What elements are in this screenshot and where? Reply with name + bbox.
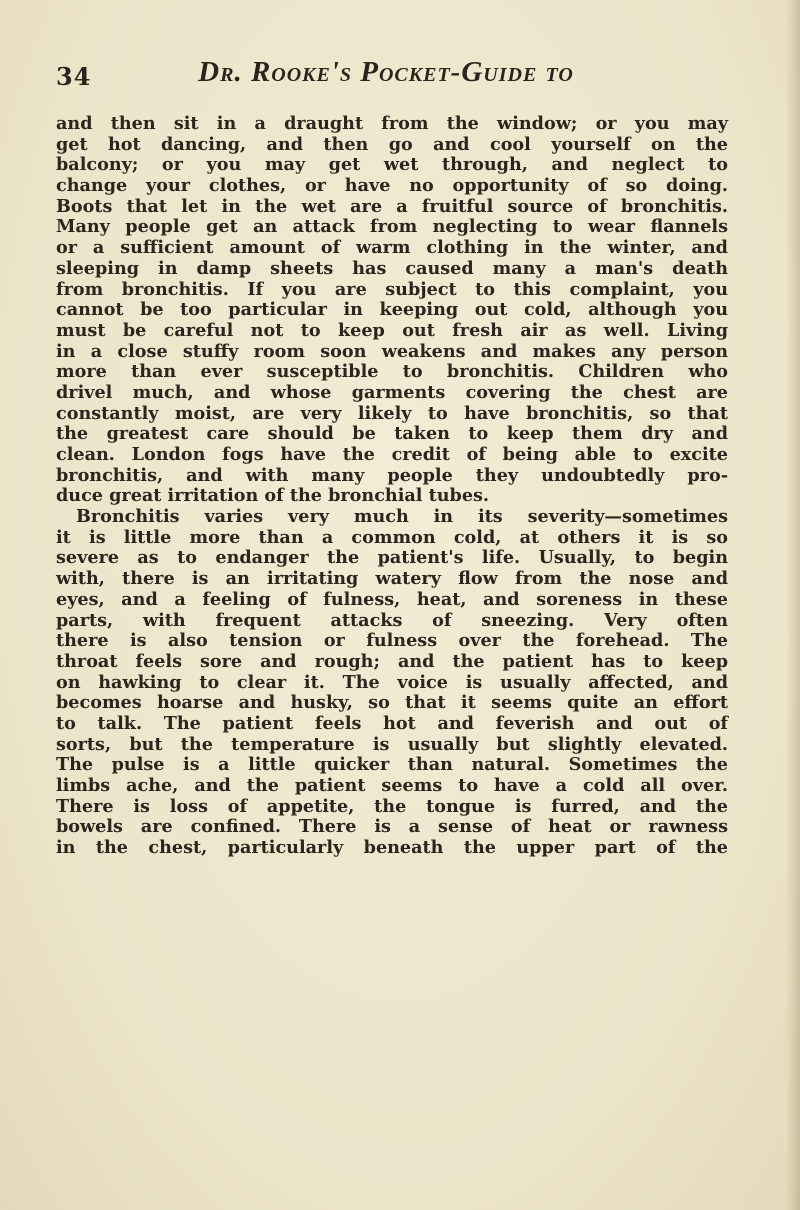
text-line: constantly moist, are very likely to have bronchitis, so that: [56, 402, 728, 424]
text-line: it is little more than a common cold, at others it is so: [56, 526, 728, 548]
text-line: in the chest, particularly beneath the upper part of the: [56, 837, 728, 859]
text-line: Many people get an attack from neglecting to wear flannels: [56, 216, 728, 238]
text-line: or a sufficient amount of warm clothing in the winter, and: [56, 237, 728, 259]
text-line: bowels are confined. There is a sense of heat or rawness: [56, 816, 728, 838]
running-head: [56, 56, 716, 96]
text-line: Boots that let in the wet are a fruitful source of bronchitis.: [56, 195, 728, 217]
text-line: and then sit in a draught from the window; or you may: [56, 113, 728, 134]
text-line: get hot dancing, and then go and cool yourself on the: [56, 133, 728, 155]
text-line: Bronchitis varies very much in its severity—sometimes: [76, 506, 728, 528]
text-line: becomes hoarse and husky, so that it seems quite an effort: [56, 692, 728, 714]
text-line: more than ever susceptible to bronchitis. Children who: [56, 361, 728, 383]
text-line: The pulse is a little quicker than natural. Sometimes the: [56, 754, 728, 776]
page-number: 34: [56, 62, 92, 91]
text-line: change your clothes, or have no opportunity of so doing.: [56, 175, 728, 197]
text-line: There is loss of appetite, the tongue is furred, and the: [56, 795, 728, 817]
text-line: cannot be too particular in keeping out cold, although you: [56, 299, 728, 321]
body-text: [56, 114, 728, 859]
text-line: parts, with frequent attacks of sneezing. Very often: [56, 609, 728, 631]
text-line: bronchitis, and with many people they undoubtedly pro-: [56, 464, 728, 486]
text-line: severe as to endanger the patient's life. Usually, to begin: [56, 547, 728, 569]
text-line: balcony; or you may get wet through, and neglect to: [56, 154, 728, 176]
text-line: in a close stuffy room soon weakens and makes any person: [56, 340, 728, 362]
text-line: limbs ache, and the patient seems to have a cold all over.: [56, 775, 728, 796]
text-line: from bronchitis. If you are subject to this complaint, you: [56, 278, 728, 300]
text-line: to talk. The patient feels hot and feverish and out of: [56, 712, 728, 734]
text-line: eyes, and a feeling of fulness, heat, and soreness in these: [56, 588, 728, 610]
text-line: on hawking to clear it. The voice is usually affected, and: [56, 671, 728, 693]
text-line: throat feels sore and rough; and the patient has to keep: [56, 650, 728, 672]
text-line: with, there is an irritating watery flow from the nose and: [56, 568, 728, 590]
text-line: the greatest care should be taken to keep them dry and: [56, 423, 728, 445]
text-line: there is also tension or fulness over the forehead. The: [56, 630, 728, 652]
page-edge-shadow: [786, 0, 800, 1210]
header-title: Dr. Rooke's Pocket-Guide to: [198, 56, 574, 88]
text-line: clean. London fogs have the credit of being able to excite: [56, 444, 728, 465]
text-line: sleeping in damp sheets has caused many a man's death: [56, 257, 728, 279]
text-line: duce great irritation of the bronchial tubes.: [56, 485, 490, 507]
text-line: drivel much, and whose garments covering the chest are: [56, 381, 728, 403]
text-line: sorts, but the temperature is usually but slightly elevated.: [56, 733, 728, 755]
text-line: must be careful not to keep out fresh air as well. Living: [56, 319, 728, 341]
